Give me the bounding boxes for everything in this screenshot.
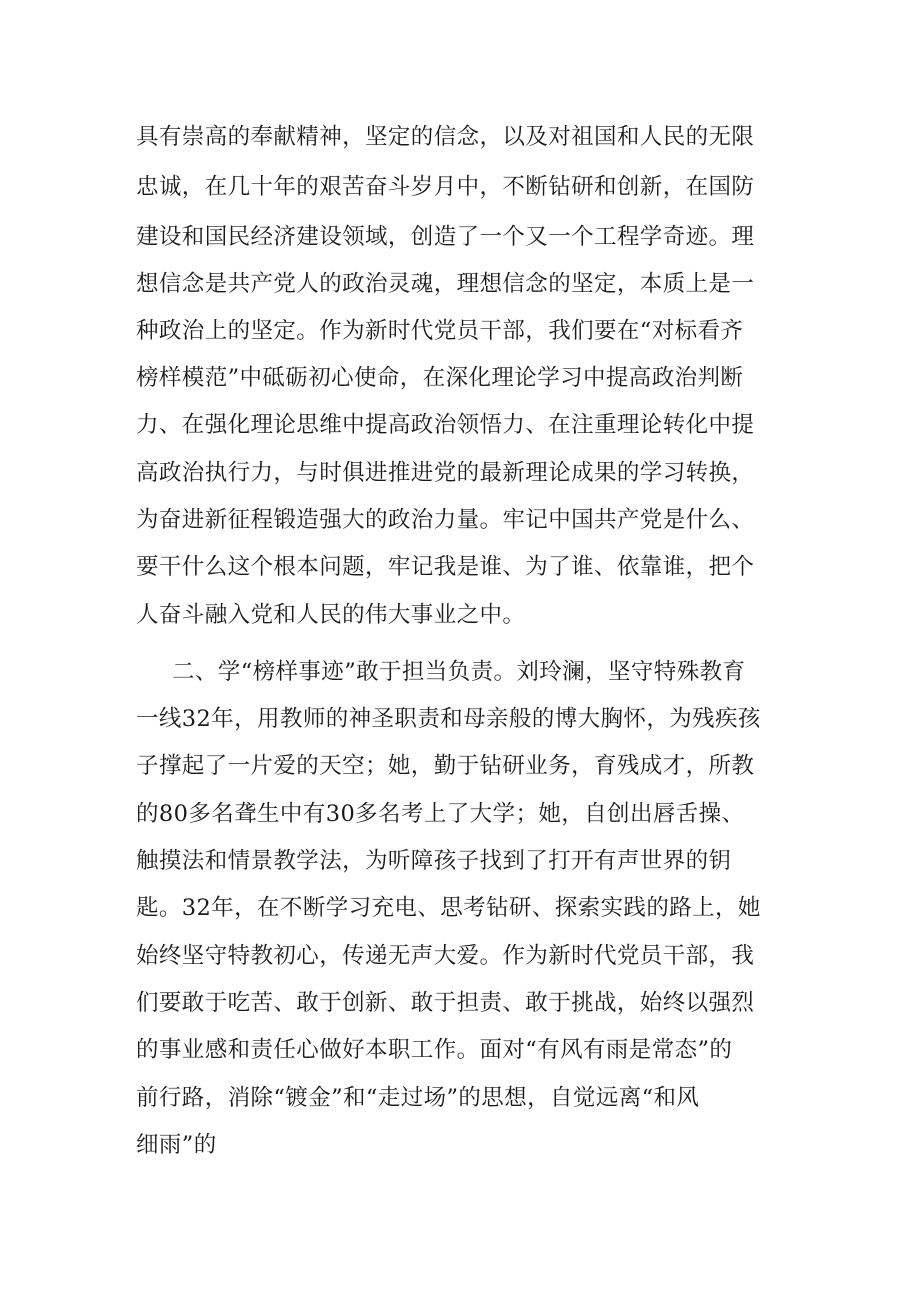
paragraph-line: 高政治执行力，与时俱进推进党的最新理论成果的学习转换， — [136, 460, 755, 486]
paragraph-line: 具有崇高的奉献精神，坚定的信念，以及对祖国和人民的无限 — [136, 124, 755, 150]
paragraph-line: 的80多名聋生中有30多名考上了大学；她，自创出唇舌操、 — [136, 801, 745, 827]
paragraph-line: 们要敢于吃苦、敢于创新、敢于担责、敢于挑战，始终以强烈 — [136, 990, 755, 1016]
paragraph-line: 的事业感和责任心做好本职工作。面对“有风有雨是常态”的 — [136, 1037, 733, 1063]
paragraph-line: 力、在强化理论思维中提高政治领悟力、在注重理论转化中提 — [136, 412, 755, 438]
paragraph-line: 种政治上的坚定。作为新时代党员干部，我们要在“对标看齐 — [136, 318, 744, 344]
paragraph-line: 建设和国民经济建设领域，创造了一个又一个工程学奇迹。理 — [136, 224, 755, 250]
paragraph-line: 细雨”的 — [136, 1132, 217, 1158]
paragraph-line: 始终坚守特教初心，传递无声大爱。作为新时代党员干部，我 — [136, 943, 755, 969]
paragraph-line: 匙。32年，在不断学习充电、思考钻研、探索实践的路上，她 — [136, 895, 761, 921]
paragraph-line: 二、学“榜样事迹”敢于担当负责。刘玲澜，坚守特殊教育 — [172, 659, 746, 685]
paragraph-line: 人奋斗融入党和人民的伟大事业之中。 — [136, 602, 526, 628]
paragraph-line: 忠诚，在几十年的艰苦奋斗岁月中，不断钻研和创新，在国防 — [136, 174, 755, 200]
paragraph-line: 要干什么这个根本问题，牢记我是谁、为了谁、依靠谁，把个 — [136, 554, 755, 580]
paragraph-line: 榜样模范”中砥砺初心使命，在深化理论学习中提高政治判断 — [136, 365, 744, 391]
paragraph-line: 触摸法和情景教学法，为听障孩子找到了打开有声世界的钥 — [136, 848, 732, 874]
paragraph-line: 子撑起了一片爱的天空；她，勤于钻研业务，育残成才，所教 — [136, 753, 755, 779]
paragraph-line: 前行路，消除“镀金”和“走过场”的思想，自觉远离“和风 — [136, 1085, 700, 1111]
paragraph-line: 为奋进新征程锻造强大的政治力量。牢记中国共产党是什么、 — [136, 507, 755, 533]
paragraph-line: 想信念是共产党人的政治灵魂，理想信念的坚定，本质上是一 — [136, 271, 755, 297]
paragraph-line: 一线32年，用教师的神圣职责和母亲般的博大胸怀，为残疾孩 — [136, 706, 761, 732]
